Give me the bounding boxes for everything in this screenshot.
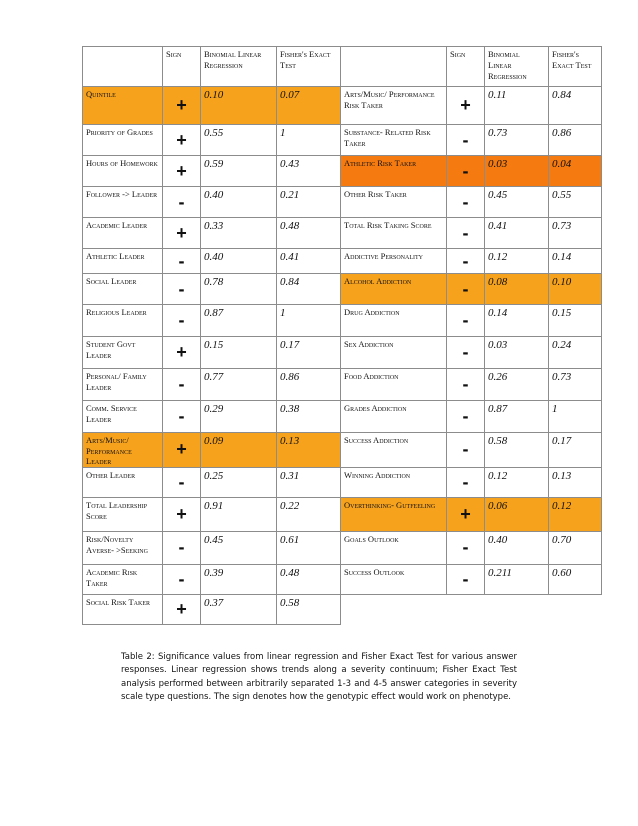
right-sign-value: - <box>447 531 485 564</box>
left-sign-value: - <box>163 401 201 433</box>
table-row <box>83 531 602 564</box>
left-row-label: Other Leader <box>83 467 163 497</box>
left-fisher-value: 0.31 <box>277 467 341 497</box>
left-row-label: Priority of Grades <box>83 125 163 156</box>
left-binomial-value: 0.59 <box>201 156 277 187</box>
right-row-label: Alcohol Addiction <box>341 274 447 305</box>
left-row-label: Religious Leader <box>83 305 163 337</box>
left-binomial-value: 0.10 <box>201 87 277 125</box>
table-row <box>83 274 602 305</box>
table-row <box>83 305 602 337</box>
right-row-label: Sex Addiction <box>341 337 447 369</box>
right-binomial-value: 0.14 <box>485 305 549 337</box>
table-row <box>83 369 602 401</box>
left-fisher-value: 0.48 <box>277 218 341 249</box>
right-binomial-value: 0.73 <box>485 125 549 156</box>
table-row <box>83 467 602 497</box>
left-binomial-value: 0.15 <box>201 337 277 369</box>
right-fisher-value: 0.86 <box>549 125 602 156</box>
left-row-label: Social Leader <box>83 274 163 305</box>
table-row <box>83 218 602 249</box>
right-fisher-value: 0.15 <box>549 305 602 337</box>
right-sign-value: + <box>447 497 485 531</box>
left-sign-value: + <box>163 594 201 624</box>
right-sign-value: - <box>447 369 485 401</box>
right-row-label: Addictive Personality <box>341 249 447 274</box>
left-row-label: Risk/Novelty Averse- >Seeking <box>83 531 163 564</box>
right-binomial-value: 0.26 <box>485 369 549 401</box>
left-binomial-value: 0.40 <box>201 187 277 218</box>
table-row <box>83 401 602 433</box>
right-binomial-value: 0.03 <box>485 156 549 187</box>
left-row-label: Quintile <box>83 87 163 125</box>
right-sign-value: - <box>447 156 485 187</box>
left-binomial-value: 0.33 <box>201 218 277 249</box>
table-caption: Table 2: Significance values from linear regression and Fisher Exact Test for various answer responses. Linear regression shows trends along a severity continuum; Fisher Exact Test analysis performed between arbitrarily separated 1-3 and 4-5 answer categories in severity scale type questions. The sign denotes how the genotypic effect would work on phenotype. <box>121 652 517 703</box>
right-fisher-value: 0.13 <box>549 467 602 497</box>
right-fisher-value: 0.24 <box>549 337 602 369</box>
header-sign-left: Sign <box>163 47 201 87</box>
right-sign-value: - <box>447 274 485 305</box>
left-fisher-value: 1 <box>277 305 341 337</box>
left-binomial-value: 0.77 <box>201 369 277 401</box>
left-row-label: Student Govt Leader <box>83 337 163 369</box>
left-row-label: Total Leadership Score <box>83 497 163 531</box>
table-row <box>83 249 602 274</box>
right-fisher-value: 1 <box>549 401 602 433</box>
right-sign-value: - <box>447 337 485 369</box>
left-fisher-value: 0.21 <box>277 187 341 218</box>
left-fisher-value: 1 <box>277 125 341 156</box>
right-fisher-value: 0.73 <box>549 218 602 249</box>
right-sign-value: - <box>447 401 485 433</box>
left-sign-value: + <box>163 497 201 531</box>
left-sign-value: - <box>163 249 201 274</box>
right-row-label: Success Outlook <box>341 564 447 594</box>
left-fisher-value: 0.41 <box>277 249 341 274</box>
left-fisher-value: 0.48 <box>277 564 341 594</box>
left-fisher-value: 0.43 <box>277 156 341 187</box>
right-binomial-value: 0.41 <box>485 218 549 249</box>
left-row-label: Academic Leader <box>83 218 163 249</box>
right-binomial-value: 0.11 <box>485 87 549 125</box>
left-fisher-value: 0.22 <box>277 497 341 531</box>
left-sign-value: - <box>163 274 201 305</box>
header-blank-right <box>341 47 447 87</box>
right-binomial-value: 0.08 <box>485 274 549 305</box>
empty-cell <box>341 594 602 624</box>
left-binomial-value: 0.45 <box>201 531 277 564</box>
table-row <box>83 337 602 369</box>
left-sign-value: - <box>163 369 201 401</box>
table-body <box>83 87 602 625</box>
left-binomial-value: 0.25 <box>201 467 277 497</box>
right-row-label: Success Addiction <box>341 433 447 468</box>
right-sign-value: + <box>447 87 485 125</box>
header-binomial-left: Binomial Linear Regression <box>201 47 277 87</box>
right-row-label: Overthinking- Gutfeeling <box>341 497 447 531</box>
left-sign-value: + <box>163 156 201 187</box>
right-fisher-value: 0.84 <box>549 87 602 125</box>
right-fisher-value: 0.70 <box>549 531 602 564</box>
left-fisher-value: 0.07 <box>277 87 341 125</box>
left-fisher-value: 0.17 <box>277 337 341 369</box>
left-row-label: Follower -> Leader <box>83 187 163 218</box>
left-binomial-value: 0.40 <box>201 249 277 274</box>
header-row <box>83 47 602 87</box>
table-row <box>83 497 602 531</box>
right-row-label: Other Risk Taker <box>341 187 447 218</box>
right-row-label: Athletic Risk Taker <box>341 156 447 187</box>
right-fisher-value: 0.10 <box>549 274 602 305</box>
left-sign-value: - <box>163 187 201 218</box>
right-fisher-value: 0.04 <box>549 156 602 187</box>
left-row-label: Comm. Service Leader <box>83 401 163 433</box>
right-binomial-value: 0.03 <box>485 337 549 369</box>
header-binomial-right: Binomial Linear Regression <box>485 47 549 87</box>
right-row-label: Grades Addiction <box>341 401 447 433</box>
right-binomial-value: 0.87 <box>485 401 549 433</box>
right-sign-value: - <box>447 218 485 249</box>
right-row-label: Drug Addiction <box>341 305 447 337</box>
left-binomial-value: 0.37 <box>201 594 277 624</box>
left-fisher-value: 0.58 <box>277 594 341 624</box>
left-fisher-value: 0.61 <box>277 531 341 564</box>
left-row-label: Athletic Leader <box>83 249 163 274</box>
right-sign-value: - <box>447 564 485 594</box>
left-binomial-value: 0.29 <box>201 401 277 433</box>
left-sign-value: - <box>163 467 201 497</box>
left-sign-value: + <box>163 337 201 369</box>
right-sign-value: - <box>447 305 485 337</box>
right-sign-value: - <box>447 249 485 274</box>
left-row-label: Hours of Homework <box>83 156 163 187</box>
right-row-label: Substance- Related Risk Taker <box>341 125 447 156</box>
right-fisher-value: 0.73 <box>549 369 602 401</box>
right-fisher-value: 0.17 <box>549 433 602 468</box>
left-sign-value: + <box>163 218 201 249</box>
left-binomial-value: 0.55 <box>201 125 277 156</box>
left-fisher-value: 0.86 <box>277 369 341 401</box>
left-fisher-value: 0.13 <box>277 433 341 468</box>
header-sign-right: Sign <box>447 47 485 87</box>
right-binomial-value: 0.211 <box>485 564 549 594</box>
left-row-label: Academic Risk Taker <box>83 564 163 594</box>
left-binomial-value: 0.09 <box>201 433 277 468</box>
left-sign-value: + <box>163 433 201 468</box>
right-binomial-value: 0.06 <box>485 497 549 531</box>
right-binomial-value: 0.12 <box>485 249 549 274</box>
table-row <box>83 125 602 156</box>
header-blank-left <box>83 47 163 87</box>
table-row <box>83 187 602 218</box>
left-sign-value: + <box>163 125 201 156</box>
table-row <box>83 594 602 624</box>
right-row-label: Food Addiction <box>341 369 447 401</box>
right-row-label: Winning Addiction <box>341 467 447 497</box>
left-row-label: Arts/Music/ Performance Leader <box>83 433 163 468</box>
left-binomial-value: 0.87 <box>201 305 277 337</box>
right-row-label: Arts/Music/ Performance Risk Taker <box>341 87 447 125</box>
left-sign-value: + <box>163 87 201 125</box>
table-row <box>83 433 602 468</box>
table-row <box>83 564 602 594</box>
right-row-label: Total Risk Taking Score <box>341 218 447 249</box>
right-binomial-value: 0.40 <box>485 531 549 564</box>
right-sign-value: - <box>447 433 485 468</box>
right-sign-value: - <box>447 467 485 497</box>
header-fisher-left: Fisher's Exact Test <box>277 47 341 87</box>
left-sign-value: - <box>163 564 201 594</box>
right-fisher-value: 0.55 <box>549 187 602 218</box>
right-row-label: Goals Outlook <box>341 531 447 564</box>
right-binomial-value: 0.58 <box>485 433 549 468</box>
right-fisher-value: 0.12 <box>549 497 602 531</box>
left-binomial-value: 0.78 <box>201 274 277 305</box>
table-row <box>83 87 602 125</box>
left-binomial-value: 0.91 <box>201 497 277 531</box>
right-fisher-value: 0.14 <box>549 249 602 274</box>
right-fisher-value: 0.60 <box>549 564 602 594</box>
left-fisher-value: 0.84 <box>277 274 341 305</box>
left-fisher-value: 0.38 <box>277 401 341 433</box>
left-sign-value: - <box>163 305 201 337</box>
left-sign-value: - <box>163 531 201 564</box>
left-row-label: Personal/ Family Leader <box>83 369 163 401</box>
right-binomial-value: 0.45 <box>485 187 549 218</box>
right-sign-value: - <box>447 125 485 156</box>
left-binomial-value: 0.39 <box>201 564 277 594</box>
header-fisher-right: Fisher's Exact Test <box>549 47 602 87</box>
right-sign-value: - <box>447 187 485 218</box>
table-row <box>83 156 602 187</box>
right-binomial-value: 0.12 <box>485 467 549 497</box>
significance-table <box>82 46 602 625</box>
left-row-label: Social Risk Taker <box>83 594 163 624</box>
